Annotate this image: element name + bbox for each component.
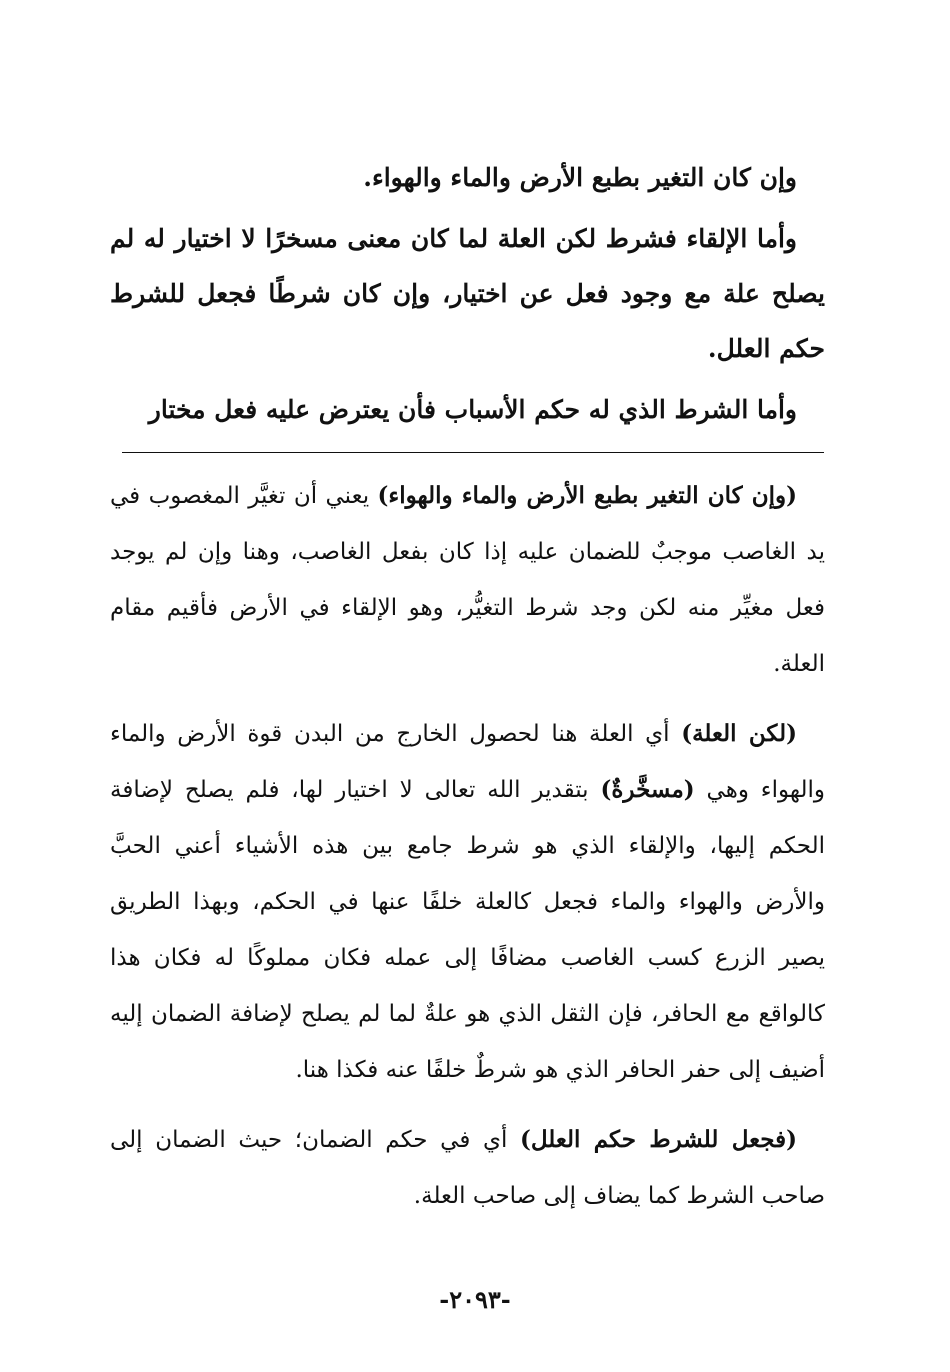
commentary-term: (فجعل للشرط حكم العلل) — [520, 1126, 797, 1153]
main-paragraph-3: وأما الشرط الذي له حكم الأسباب فأن يعترض عليه فعل مختار — [148, 395, 797, 424]
commentary-paragraph-3 — [110, 1112, 825, 1224]
commentary-term: (مسخَّرةٌ) — [600, 776, 695, 803]
footnote-divider — [122, 452, 824, 453]
commentary — [110, 468, 825, 1238]
commentary-paragraph-2 — [110, 706, 825, 1098]
main-text — [110, 150, 825, 443]
main-paragraph-2: وأما الإلقاء فشرط لكن العلة لما كان معنى مسخرًا لا اختيار له لم يصلح علة مع وجود فعل عن اختيار، وإن كان شرطًا فجعل للشرط حكم العلل. — [110, 224, 825, 363]
commentary-text: بتقدير الله تعالى لا اختيار لها، فلم يصلح لإضافة الحكم إليها، والإلقاء الذي هو شرط جامع بين هذه الأشياء أعني الحبَّ والأرض والهواء والماء فجعل كالعلة خلفًا عنها في الحكم، وبهذا الطريق يصير الزرع كسب الغاصب مضافًا إلى عمله فكان مملوكًا له فكان هذا كالواقع مع الحافر، فإن الثقل الذي هو علةٌ لما لم يصلح لإضافة الضمان إليه أضيف إلى حفر الحافر الذي هو شرطٌ خلفًا عنه فكذا هنا. — [110, 777, 825, 1083]
commentary-paragraph-1 — [110, 468, 825, 692]
page-number: -٢٠٩٣- — [439, 1285, 511, 1314]
commentary-term: (لكن العلة) — [681, 720, 797, 747]
main-paragraph-1: وإن كان التغير بطبع الأرض والماء والهواء. — [363, 163, 797, 192]
commentary-text: أي في حكم الضمان؛ حيث الضمان إلى صاحب الشرط كما يضاف إلى صاحب العلة. — [110, 1127, 825, 1209]
commentary-text: أي العلة هنا لحصول الخارج من البدن قوة الأرض والماء والهواء وهي — [110, 721, 825, 803]
commentary-text: يعني أن تغيَّر المغصوب في يد الغاصب موجبٌ للضمان عليه إذا كان بفعل الغاصب، وهنا وإن لم يوجد فعل مغيِّر منه لكن وجد شرط التغيُّر، وهو الإلقاء في الأرض فأقيم مقام العلة. — [110, 483, 825, 677]
commentary-term: (وإن كان التغير بطبع الأرض والماء والهواء) — [377, 482, 797, 509]
